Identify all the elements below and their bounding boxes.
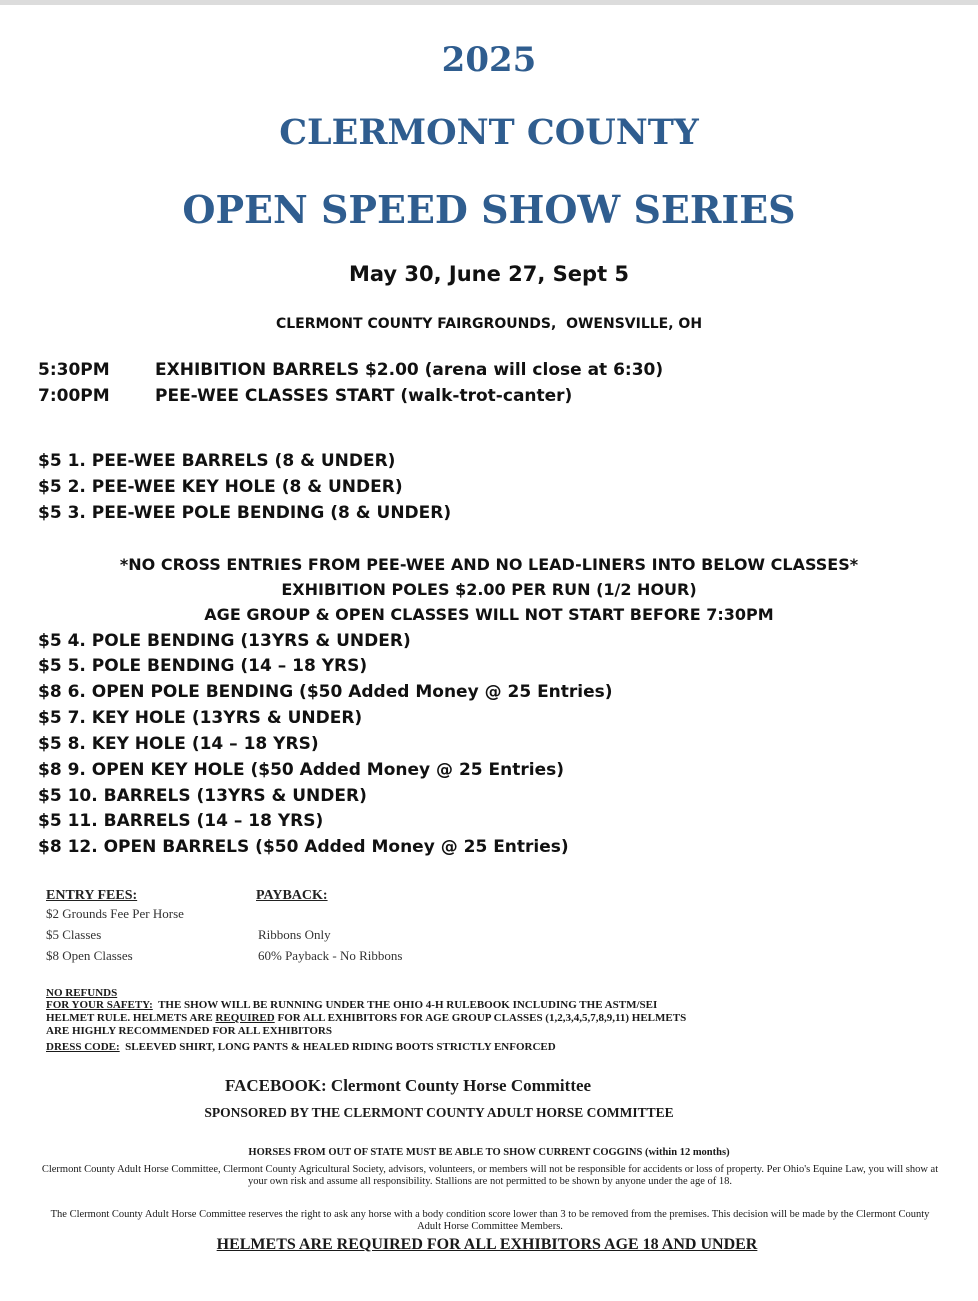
no-refunds: NO REFUNDS bbox=[46, 987, 118, 999]
payback-item: Ribbons Only bbox=[258, 927, 331, 942]
class-item: $8 9. OPEN KEY HOLE ($50 Added Money @ 25 Entries) bbox=[38, 760, 564, 780]
helmet-recommend-line: ARE HIGHLY RECOMMENDED FOR ALL EXHIBITORS bbox=[46, 1025, 332, 1037]
schedule-row bbox=[38, 360, 738, 384]
facebook-line: FACEBOOK: Clermont County Horse Committee bbox=[225, 1076, 592, 1095]
class-item: $5 8. KEY HOLE (14 – 18 YRS) bbox=[38, 734, 319, 754]
helmet-rule-text-cont: FOR ALL EXHIBITORS FOR AGE GROUP CLASSES (1,2,3,4,5,7,8,9,11) HELMETS bbox=[274, 1012, 687, 1024]
peewee-class: $5 1. PEE-WEE BARRELS (8 & UNDER) bbox=[38, 451, 396, 471]
class-item: $8 6. OPEN POLE BENDING ($50 Added Money @ 25 Entries) bbox=[38, 682, 613, 702]
helmet-rule-text: HELMET RULE. HELMETS ARE bbox=[46, 1012, 216, 1024]
schedule-time: 7:00PM bbox=[38, 386, 110, 406]
class-item: $5 5. POLE BENDING (14 – 18 YRS) bbox=[38, 656, 368, 676]
class-item: $5 7. KEY HOLE (13YRS & UNDER) bbox=[38, 708, 363, 728]
peewee-class: $5 2. PEE-WEE KEY HOLE (8 & UNDER) bbox=[38, 477, 403, 497]
liability-disclaimer: Clermont County Adult Horse Committee, Clermont County Agricultural Society, advisors, volunteers, or members will not be responsible for accidents or loss of property. Per Ohio's Equine Law, you will show at your own risk and assume all responsibility. Stallions are not permitted to be shown by anyone under the age of 18. bbox=[41, 1164, 939, 1187]
exhibition-poles-note: EXHIBITION POLES $2.00 PER RUN (1/2 HOUR) bbox=[281, 580, 697, 599]
cross-entry-note: *NO CROSS ENTRIES FROM PEE-WEE AND NO LEAD-LINERS INTO BELOW CLASSES* bbox=[119, 555, 859, 574]
body-condition-notice: The Clermont County Adult Horse Committee reserves the right to ask any horse with a body condition score lower than 3 to be removed from the premises. This decision will be made by the Clermont County Adult Horse Committee Members. bbox=[50, 1209, 930, 1232]
safety-text: THE SHOW WILL BE RUNNING UNDER THE OHIO 4-H RULEBOOK INCLUDING THE ASTM/SEI bbox=[152, 999, 658, 1011]
top-border bbox=[0, 0, 978, 5]
page-title-county: CLERMONT COUNTY bbox=[279, 112, 699, 153]
page-year: 2025 bbox=[441, 40, 537, 80]
entry-fee-item: $5 Classes bbox=[46, 927, 102, 942]
payback-heading: PAYBACK: bbox=[256, 888, 328, 903]
payback-item: 60% Payback - No Ribbons bbox=[258, 948, 403, 963]
show-dates: May 30, June 27, Sept 5 bbox=[348, 262, 630, 286]
dress-code-line bbox=[46, 1041, 556, 1053]
schedule-time: 5:30PM bbox=[38, 360, 110, 380]
helmets-required-notice: HELMETS ARE REQUIRED FOR ALL EXHIBITORS AGE 18 AND UNDER bbox=[216, 1236, 758, 1253]
entry-fee-item: $8 Open Classes bbox=[46, 948, 133, 963]
page-title-series: OPEN SPEED SHOW SERIES bbox=[182, 187, 796, 232]
peewee-class: $5 3. PEE-WEE POLE BENDING (8 & UNDER) bbox=[38, 503, 452, 523]
dress-code-text: SLEEVED SHIRT, LONG PANTS & HEALED RIDING BOOTS STRICTLY ENFORCED bbox=[119, 1041, 556, 1053]
class-item: $8 12. OPEN BARRELS ($50 Added Money @ 25 Entries) bbox=[38, 837, 569, 857]
safety-label: FOR YOUR SAFETY: bbox=[46, 999, 153, 1011]
class-item: $5 4. POLE BENDING (13YRS & UNDER) bbox=[38, 631, 411, 651]
entry-fees-heading: ENTRY FEES: bbox=[46, 888, 138, 903]
safety-line bbox=[46, 999, 657, 1011]
coggins-notice: HORSES FROM OUT OF STATE MUST BE ABLE TO SHOW CURRENT COGGINS (within 12 months) bbox=[248, 1147, 730, 1158]
start-time-note: AGE GROUP & OPEN CLASSES WILL NOT START BEFORE 7:30PM bbox=[204, 605, 774, 624]
class-item: $5 10. BARRELS (13YRS & UNDER) bbox=[38, 786, 367, 806]
schedule-desc: PEE-WEE CLASSES START (walk-trot-canter) bbox=[155, 386, 573, 406]
sponsor-line: SPONSORED BY THE CLERMONT COUNTY ADULT HORSE COMMITTEE bbox=[204, 1105, 674, 1120]
helmet-rule-line bbox=[46, 1012, 686, 1024]
schedule-row bbox=[38, 386, 738, 410]
schedule-desc: EXHIBITION BARRELS $2.00 (arena will close at 6:30) bbox=[155, 360, 664, 380]
venue: CLERMONT COUNTY FAIRGROUNDS, OWENSVILLE, OH bbox=[275, 316, 703, 332]
entry-fee-item: $2 Grounds Fee Per Horse bbox=[46, 906, 184, 921]
required-word: REQUIRED bbox=[215, 1012, 275, 1024]
class-item: $5 11. BARRELS (14 – 18 YRS) bbox=[38, 811, 324, 831]
dress-code-label: DRESS CODE: bbox=[46, 1041, 120, 1053]
